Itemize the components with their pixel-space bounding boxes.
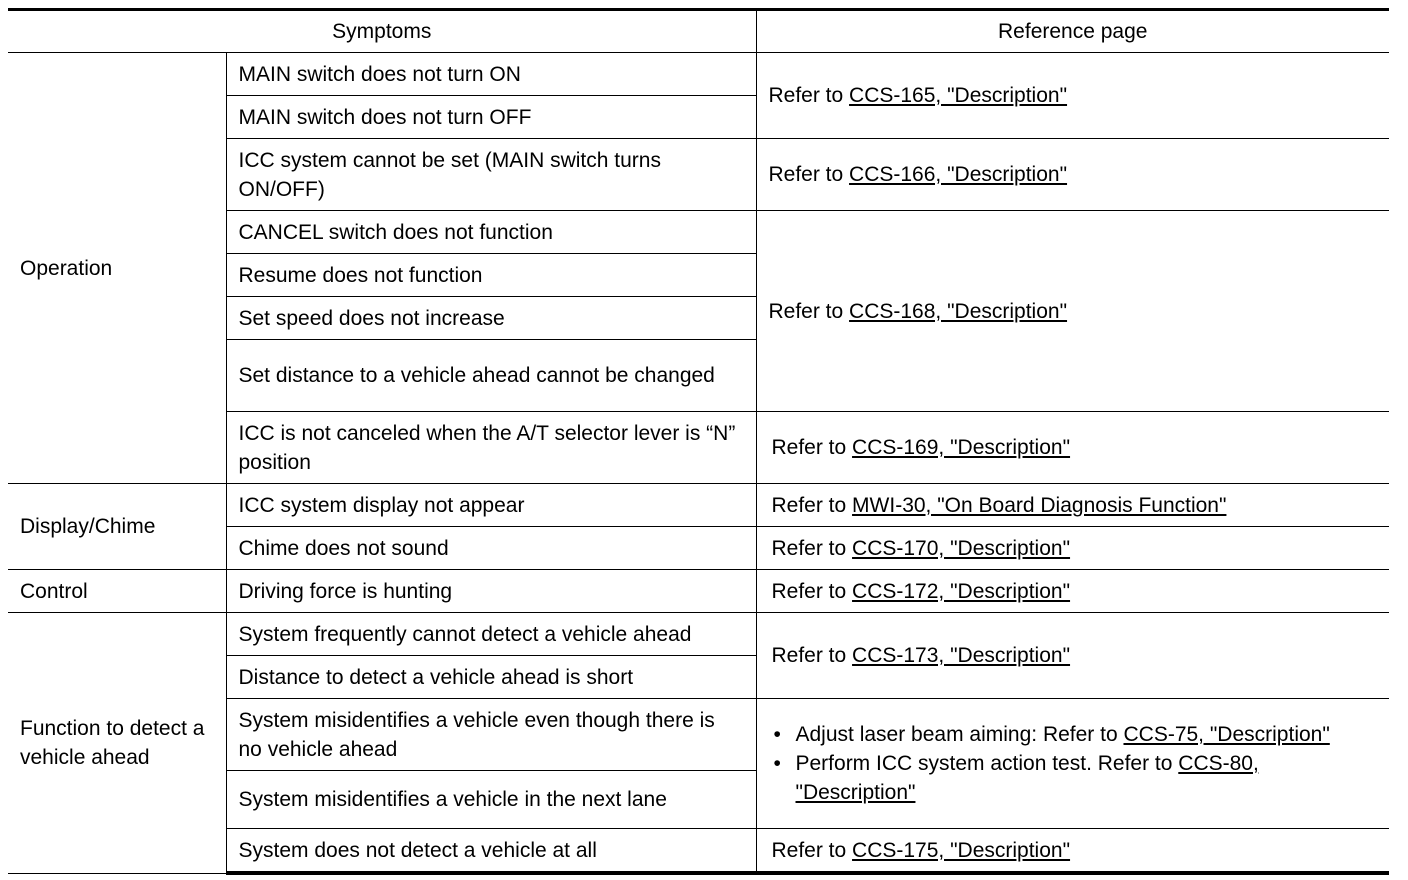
table-row bbox=[8, 570, 1389, 613]
reference-cell bbox=[756, 570, 1389, 613]
reference-link[interactable]: CCS-168, "Description" bbox=[849, 299, 1068, 323]
reference-cell bbox=[756, 211, 1389, 412]
bullet-list bbox=[772, 720, 1378, 807]
symptom-cell: System misidentifies a vehicle even though there is no vehicle ahead bbox=[226, 699, 756, 771]
reference-cell bbox=[756, 53, 1389, 139]
reference-cell bbox=[756, 527, 1389, 570]
symptom-cell: ICC system cannot be set (MAIN switch turns ON/OFF) bbox=[226, 139, 756, 211]
bullet-item bbox=[796, 720, 1378, 749]
refer-to-text: Refer to bbox=[771, 579, 853, 603]
symptom-cell: ICC system display not appear bbox=[226, 484, 756, 527]
reference-link[interactable]: CCS-172, "Description" bbox=[852, 579, 1071, 603]
reference-cell bbox=[756, 139, 1389, 211]
header-symptoms: Symptoms bbox=[8, 10, 756, 53]
symptom-cell: System frequently cannot detect a vehicle ahead bbox=[226, 613, 756, 656]
refer-to-text: Refer to bbox=[768, 84, 850, 107]
reference-link[interactable]: CCS-80, "Description" bbox=[795, 752, 1259, 804]
symptom-cell: CANCEL switch does not function bbox=[226, 211, 756, 254]
symptom-table bbox=[8, 8, 1389, 875]
group-function-detect: Function to detect a vehicle ahead bbox=[8, 613, 226, 874]
reference-link[interactable]: CCS-169, "Description" bbox=[852, 436, 1071, 459]
bullet-text: Adjust laser beam aiming: Refer to bbox=[795, 723, 1124, 746]
symptom-cell: Distance to detect a vehicle ahead is short bbox=[226, 656, 756, 699]
refer-to-text: Refer to bbox=[771, 536, 853, 560]
reference-cell bbox=[756, 412, 1389, 484]
reference-cell bbox=[756, 484, 1389, 527]
header-reference-page: Reference page bbox=[756, 10, 1389, 53]
symptom-cell: System misidentifies a vehicle in the next lane bbox=[226, 771, 756, 829]
table-row bbox=[8, 53, 1389, 96]
reference-link[interactable]: CCS-166, "Description" bbox=[849, 163, 1068, 186]
refer-to-text: Refer to bbox=[771, 436, 853, 459]
symptom-cell: Set speed does not increase bbox=[226, 297, 756, 340]
table-row bbox=[8, 484, 1389, 527]
refer-to-text: Refer to bbox=[771, 493, 853, 517]
bullet-item bbox=[796, 749, 1378, 807]
reference-link[interactable]: CCS-165, "Description" bbox=[849, 84, 1068, 107]
header-row bbox=[8, 10, 1389, 53]
reference-cell bbox=[756, 613, 1389, 699]
table-row bbox=[8, 613, 1389, 656]
refer-to-text: Refer to bbox=[768, 163, 850, 186]
symptom-cell: MAIN switch does not turn ON bbox=[226, 53, 756, 96]
group-operation: Operation bbox=[8, 53, 226, 484]
symptom-cell: Driving force is hunting bbox=[226, 570, 756, 613]
reference-link[interactable]: CCS-175, "Description" bbox=[852, 838, 1071, 862]
reference-link[interactable]: CCS-173, "Description" bbox=[852, 644, 1071, 667]
refer-to-text: Refer to bbox=[771, 838, 853, 862]
reference-cell bbox=[756, 699, 1389, 829]
reference-link[interactable]: CCS-170, "Description" bbox=[852, 536, 1071, 560]
symptom-cell: MAIN switch does not turn OFF bbox=[226, 96, 756, 139]
symptom-cell: Set distance to a vehicle ahead cannot be changed bbox=[226, 340, 756, 412]
refer-to-text: Refer to bbox=[768, 299, 850, 323]
reference-link[interactable]: CCS-75, "Description" bbox=[1123, 723, 1330, 746]
bullet-text: Perform ICC system action test. Refer to bbox=[795, 752, 1179, 775]
symptom-cell: Chime does not sound bbox=[226, 527, 756, 570]
group-control: Control bbox=[8, 570, 226, 613]
group-display-chime: Display/Chime bbox=[8, 484, 226, 570]
reference-cell bbox=[756, 829, 1389, 874]
symptom-cell: ICC is not canceled when the A/T selector lever is “N” position bbox=[226, 412, 756, 484]
symptom-cell: System does not detect a vehicle at all bbox=[226, 829, 756, 874]
reference-link[interactable]: MWI-30, "On Board Diagnosis Function" bbox=[852, 493, 1227, 517]
refer-to-text: Refer to bbox=[771, 644, 853, 667]
symptom-cell: Resume does not function bbox=[226, 254, 756, 297]
